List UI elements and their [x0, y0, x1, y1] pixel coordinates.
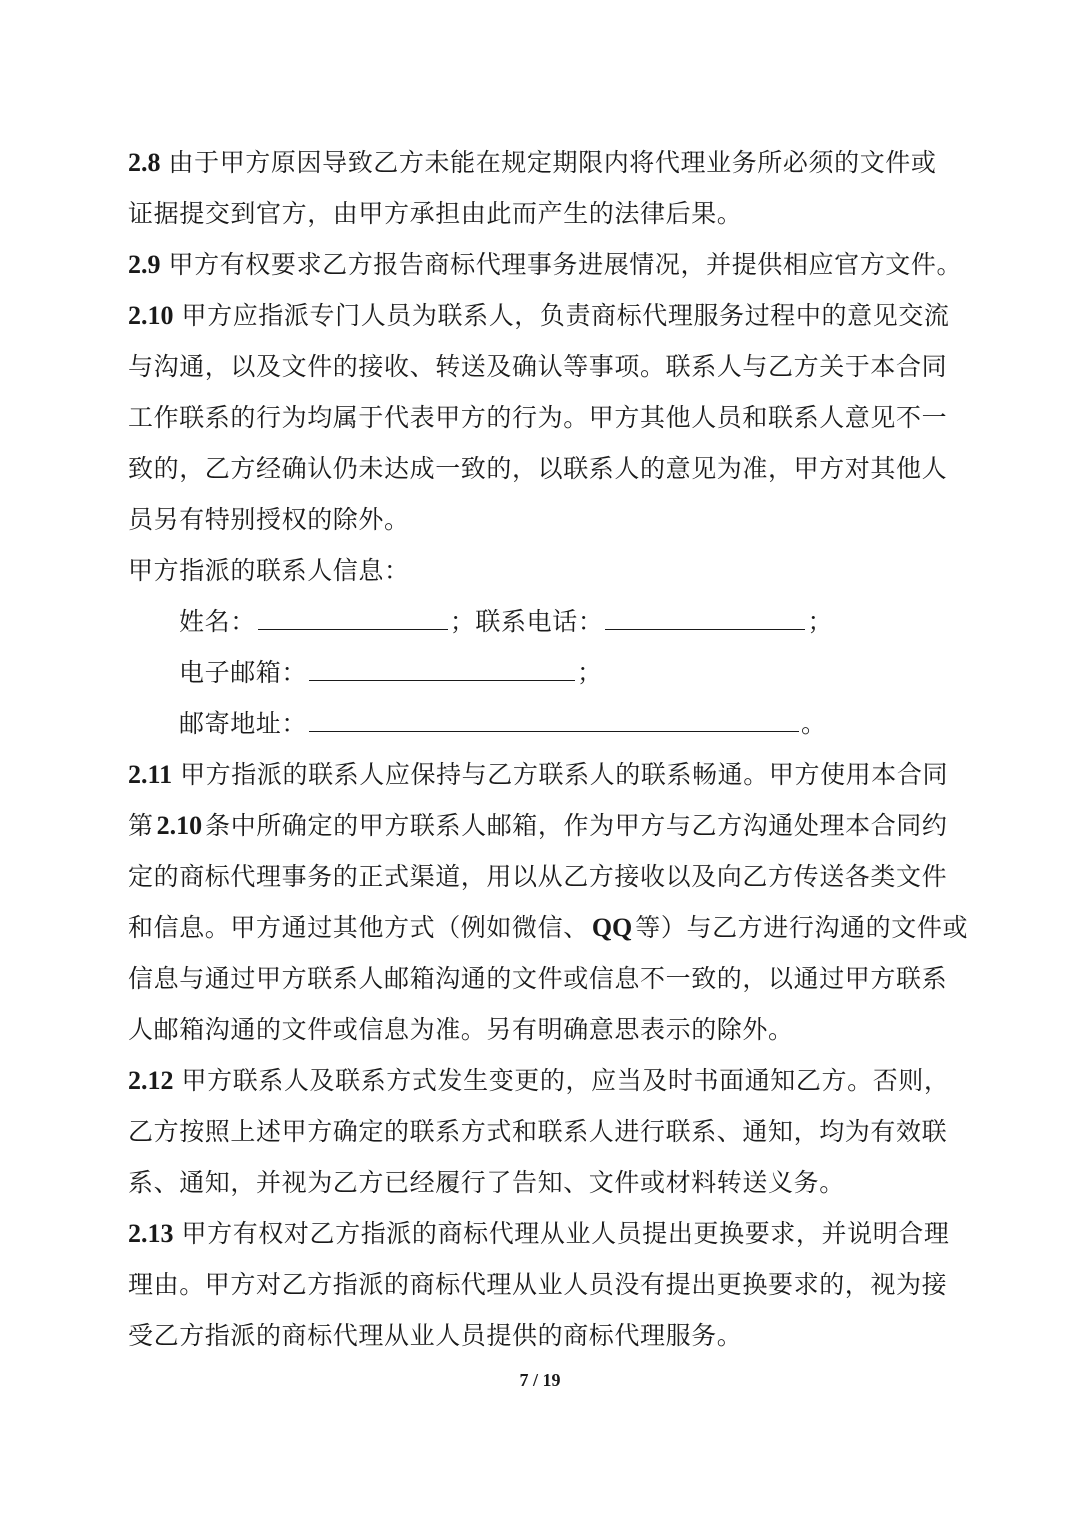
clause-text: 和信息。甲方通过其他方式（例如微信、 — [128, 913, 589, 942]
email-blank-field[interactable] — [309, 650, 575, 681]
clause-text: 等）与乙方进行沟通的文件或 — [635, 913, 969, 942]
clause-2-8-line-1 — [128, 137, 954, 188]
clause-2-11-line-2 — [128, 800, 954, 851]
clause-text: 甲方联系人及联系方式发生变更的，应当及时书面通知乙方。否则， — [181, 1066, 950, 1095]
clause-2-11-line-1 — [128, 749, 954, 800]
email-label: 电子邮箱： — [179, 658, 308, 687]
clause-2-13-line-3: 受乙方指派的商标代理从业人员提供的商标代理服务。 — [128, 1321, 743, 1350]
contact-name-phone-row — [128, 596, 954, 647]
clause-number: 2.8 — [128, 148, 161, 177]
clause-reference: 2.10 — [156, 811, 203, 840]
clause-text: 第 — [128, 811, 154, 840]
address-end-punct: 。 — [801, 709, 827, 738]
address-label: 邮寄地址： — [179, 709, 308, 738]
clause-2-11-line-5: 信息与通过甲方联系人邮箱沟通的文件或信息不一致的，以通过甲方联系 — [128, 964, 948, 993]
address-blank-field[interactable] — [309, 701, 799, 732]
clause-2-12-line-3: 系、通知，并视为乙方已经履行了告知、文件或材料转送义务。 — [128, 1168, 845, 1197]
clause-2-11-line-6: 人邮箱沟通的文件或信息为准。另有明确意思表示的除外。 — [128, 1015, 794, 1044]
clause-text: 甲方有权对乙方指派的商标代理从业人员提出更换要求，并说明合理 — [181, 1219, 950, 1248]
clause-number: 2.10 — [128, 301, 174, 330]
name-blank-field[interactable] — [258, 599, 448, 630]
clause-number: 2.13 — [128, 1219, 174, 1248]
name-separator: ； — [449, 607, 476, 636]
email-end-punct: ； — [577, 658, 603, 687]
contact-info-heading: 甲方指派的联系人信息： — [128, 556, 410, 585]
clause-text: 条中所确定的甲方联系人邮箱，作为甲方与乙方沟通处理本合同约 — [205, 811, 948, 840]
clause-2-12-line-2: 乙方按照上述甲方确定的联系方式和联系人进行联系、通知，均为有效联 — [128, 1117, 948, 1146]
name-label: 姓名： — [179, 607, 256, 636]
clause-text: 甲方指派的联系人应保持与乙方联系人的联系畅通。甲方使用本合同 — [180, 760, 949, 789]
phone-end-punct: ； — [807, 607, 834, 636]
clause-2-10-line-5: 员另有特别授权的除外。 — [128, 505, 410, 534]
document-page — [128, 137, 969, 1361]
clause-2-9-line-1 — [128, 239, 963, 290]
clause-number: 2.12 — [128, 1066, 174, 1095]
clause-2-10-line-1 — [128, 290, 954, 341]
contact-email-row — [128, 647, 954, 698]
clause-text: 由于甲方原因导致乙方未能在规定期限内将代理业务所必须的文件或 — [168, 148, 937, 177]
clause-2-13-line-2: 理由。甲方对乙方指派的商标代理从业人员没有提出更换要求的，视为接 — [128, 1270, 948, 1299]
clause-2-8-line-2: 证据提交到官方，由甲方承担由此而产生的法律后果。 — [128, 199, 743, 228]
clause-2-13-line-1 — [128, 1208, 954, 1259]
clause-text: 甲方应指派专门人员为联系人，负责商标代理服务过程中的意见交流 — [181, 301, 950, 330]
clause-2-10-line-3: 工作联系的行为均属于代表甲方的行为。甲方其他人员和联系人意见不一 — [128, 403, 948, 432]
phone-blank-field[interactable] — [605, 599, 805, 630]
clause-number: 2.11 — [128, 760, 173, 789]
qq-reference: QQ — [591, 913, 633, 942]
clause-number: 2.9 — [128, 250, 161, 279]
clause-2-11-line-3: 定的商标代理事务的正式渠道，用以从乙方接收以及向乙方传送各类文件 — [128, 862, 948, 891]
page-number: 7 / 19 — [519, 1370, 561, 1390]
clause-2-10-line-2: 与沟通，以及文件的接收、转送及确认等事项。联系人与乙方关于本合同 — [128, 352, 948, 381]
clause-2-11-line-4 — [128, 902, 969, 953]
clause-2-10-line-4: 致的，乙方经确认仍未达成一致的，以联系人的意见为准，甲方对其他人 — [128, 454, 948, 483]
contact-address-row — [128, 698, 954, 749]
phone-label: 联系电话： — [475, 607, 604, 636]
clause-2-12-line-1 — [128, 1055, 954, 1106]
clause-text: 甲方有权要求乙方报告商标代理事务进展情况，并提供相应官方文件。 — [168, 250, 963, 279]
